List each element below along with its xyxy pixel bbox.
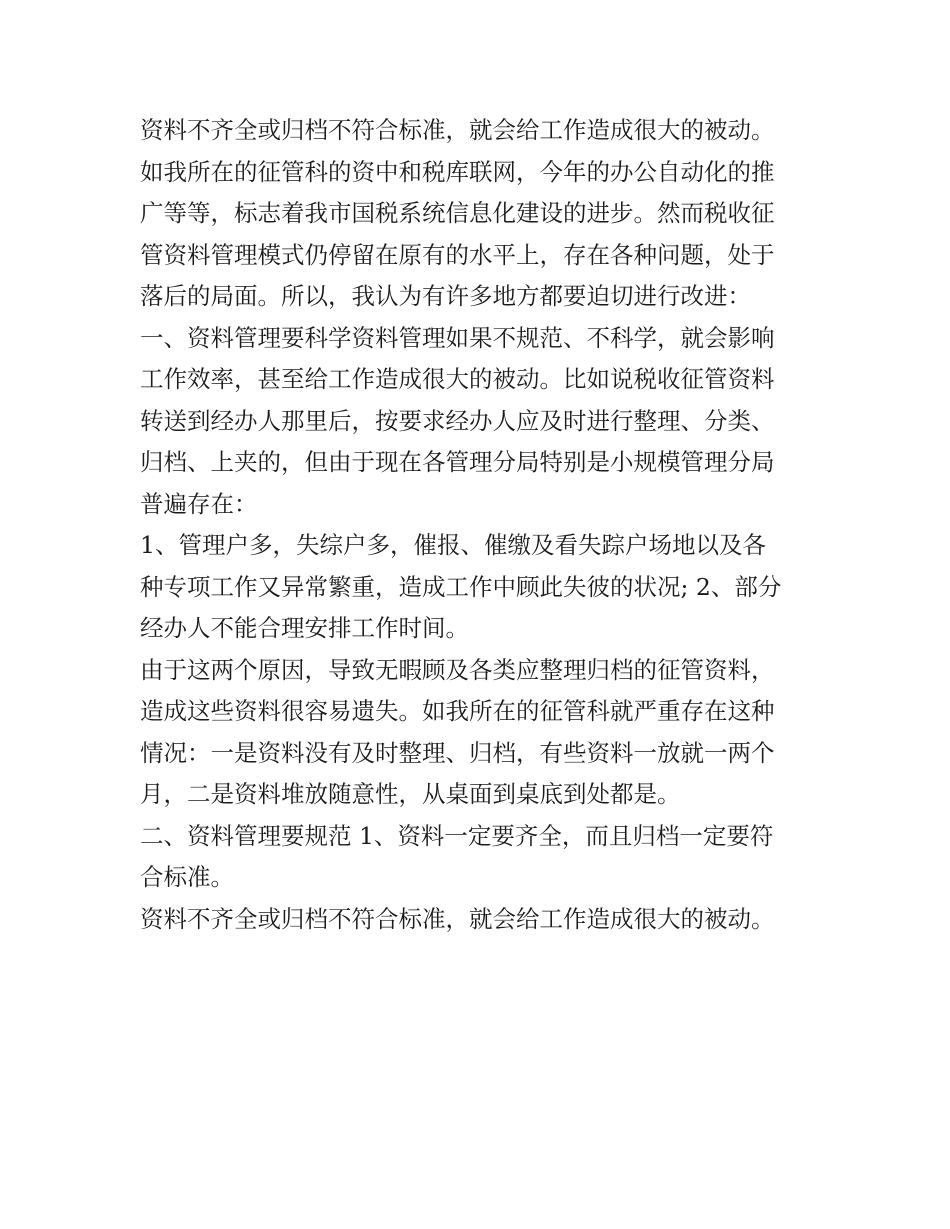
text-line: 月，二是资料堆放随意性，从桌面到桌底到处都是。 — [140, 780, 681, 808]
text-line: 经办人不能合理安排工作时间。 — [140, 614, 469, 642]
text-line: 转送到经办人那里后，按要求经办人应及时进行整理、分类、 — [140, 406, 775, 435]
text-line: 工作效率，甚至给工作造成很大的被动。比如说税收征管资料 — [140, 365, 775, 393]
text-line: 种专项工作又异常繁重，造成工作中顾此失彼的状况; 2、部分 — [140, 572, 782, 601]
text-line: 合标准。 — [140, 863, 234, 891]
text-line: 广等等，标志着我市国税系统信息化建设的进步。然而税收征 — [140, 199, 775, 227]
text-line: 资料不齐全或归档不符合标准，就会给工作造成很大的被动。 — [140, 116, 775, 144]
text-line: 二、资料管理要规范 1、资料一定要齐全，而且归档一定要符 — [140, 821, 774, 850]
text-line: 资料不齐全或归档不符合标准，就会给工作造成很大的被动。 — [140, 904, 775, 933]
text-line: 管资料管理模式仍停留在原有的水平上，存在各种问题，处于 — [140, 240, 775, 269]
text-line: 一、资料管理要科学资料管理如果不规范、不科学，就会影响 — [140, 323, 775, 352]
text-line: 造成这些资料很容易遗失。如我所在的征管科就严重存在这种 — [140, 697, 775, 725]
text-line: 情况：一是资料没有及时整理、归档，有些资料一放就一两个 — [140, 738, 775, 767]
text-line: 普遍存在： — [140, 489, 258, 518]
text-line: 归档、上夹的，但由于现在各管理分局特别是小规模管理分局 — [140, 448, 775, 476]
document-body — [140, 110, 820, 940]
text-line: 由于这两个原因，导致无暇顾及各类应整理归档的征管资料， — [140, 655, 775, 684]
text-line: 1、管理户多，失综户多，催报、催缴及看失踪户场地以及各 — [140, 531, 766, 559]
text-line: 落后的局面。所以，我认为有许多地方都要迫切进行改进： — [140, 282, 751, 310]
text-line: 如我所在的征管科的资中和税库联网，今年的办公自动化的推 — [140, 157, 775, 186]
